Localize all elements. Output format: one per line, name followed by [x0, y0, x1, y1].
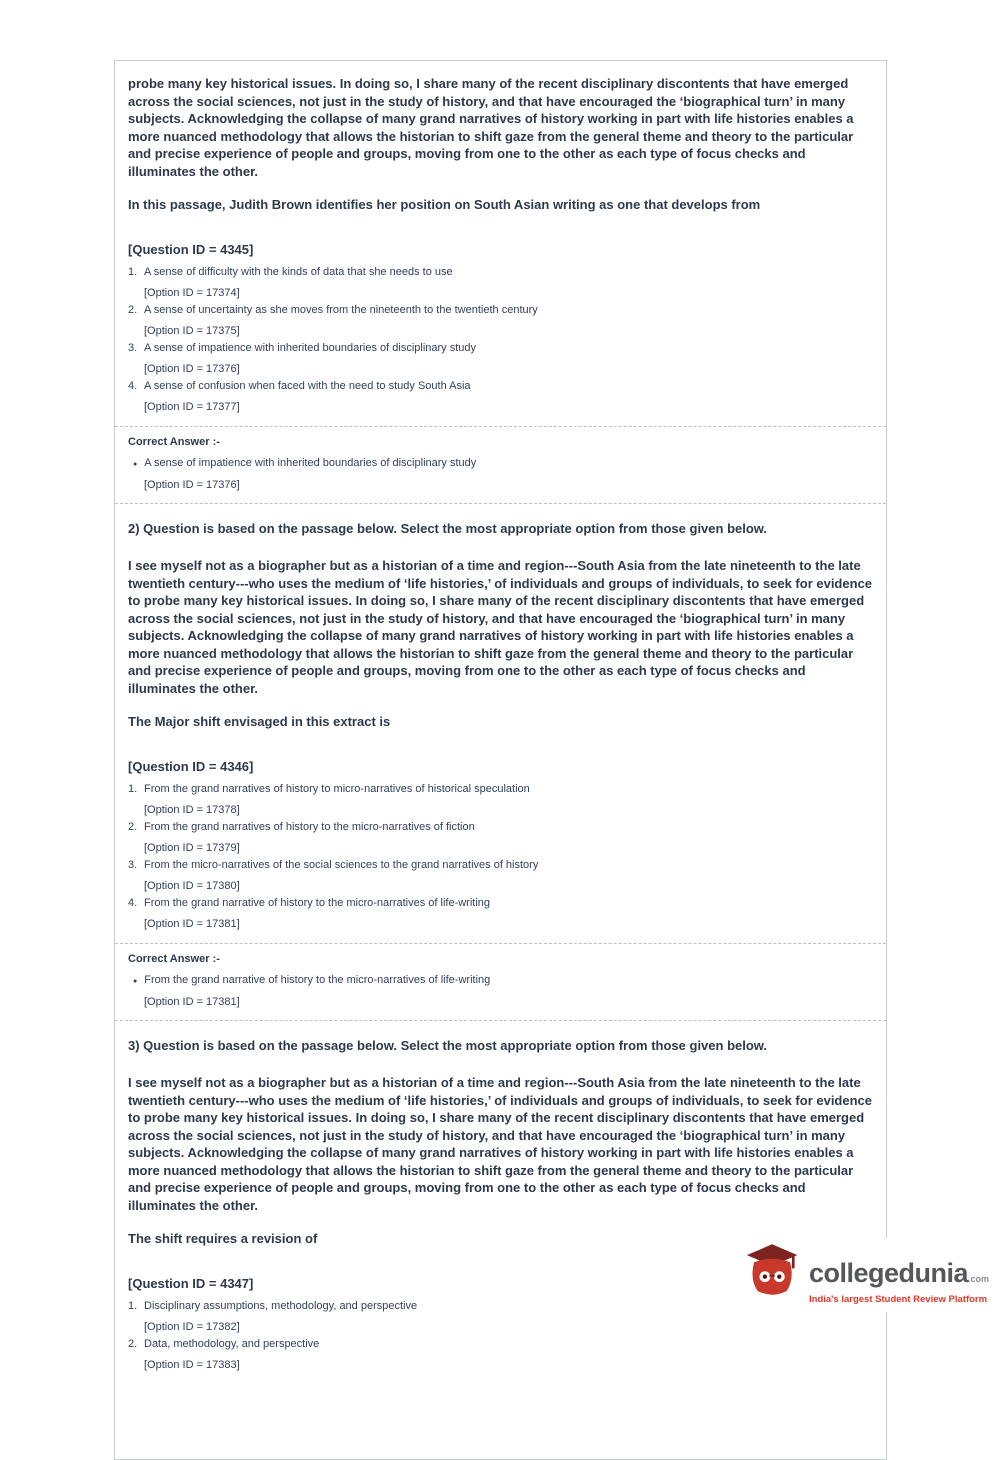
passage-text: I see myself not as a biographer but as a historian of a time and region---South Asia from the late nineteenth to the late twentieth century---who uses the medium of ‘life histories,’ of individuals and groups of individuals, to seek for evidence to probe many key historical issues. In doing so, I share many of the recent disciplinary discontents that have emerged across the social sciences, not just in the study of history, and that have encouraged the ‘biographical turn’ in many subjects. Acknowledging the collapse of many grand narratives of history working in part with life histories enables a more nuanced methodology that allows the historian to shift gaze from the general theme and theory to the particular and precise experience of people and groups, moving from one to the other as each type of focus checks and illuminates the other. — [128, 558, 873, 696]
option-number: 2. — [128, 1337, 138, 1350]
option-line — [128, 342, 872, 355]
correct-answer-row — [128, 457, 872, 471]
option-text: A sense of uncertainty as she moves from the nineteenth to the twentieth century — [144, 303, 538, 316]
option-text: A sense of impatience with inherited boundaries of disciplinary study — [144, 341, 477, 354]
option-item — [128, 821, 872, 855]
option-item — [128, 304, 872, 338]
option-number: 4. — [128, 379, 138, 392]
question-header: 3) Question is based on the passage below. Select the most appropriate option from those given below. — [128, 1037, 768, 1053]
option-number: 2. — [128, 820, 138, 833]
option-item — [128, 897, 872, 931]
option-text: From the micro-narratives of the social sciences to the grand narratives of history — [144, 858, 539, 871]
passage-text: I see myself not as a biographer but as a historian of a time and region---South Asia from the late nineteenth to the late twentieth century---who uses the medium of ‘life histories,’ of individuals and groups of individuals, to seek for evidence to probe many key historical issues. In doing so, I share many of the recent disciplinary discontents that have emerged across the social sciences, not just in the study of history, and that have encouraged the ‘biographical turn’ in many subjects. Acknowledging the collapse of many grand narratives of history working in part with life histories enables a more nuanced methodology that allows the historian to shift gaze from the general theme and theory to the particular and precise experience of people and groups, moving from one to the other as each type of focus checks and illuminates the other. — [128, 1075, 873, 1213]
question-id-label: [Question ID = 4347] — [128, 1275, 254, 1291]
option-text: A sense of confusion when faced with the need to study South Asia — [144, 379, 471, 392]
option-text: From the grand narratives of history to micro-narratives of historical speculation — [144, 782, 530, 795]
option-number: 1. — [128, 782, 138, 795]
correct-answer-section — [115, 426, 886, 504]
options-list — [128, 783, 872, 931]
question-prompt: The shift requires a revision of — [128, 1231, 318, 1246]
option-number: 1. — [128, 1299, 138, 1312]
option-text: From the grand narratives of history to the micro-narratives of fiction — [144, 820, 475, 833]
question-block — [128, 1037, 872, 1372]
option-item — [128, 266, 872, 300]
question-header: 2) Question is based on the passage below. Select the most appropriate option from those given below. — [128, 520, 768, 536]
option-id-label: [Option ID = 17378] — [144, 803, 240, 816]
correct-answer-label: Correct Answer :- — [128, 435, 220, 448]
bullet-icon — [133, 457, 137, 471]
option-item — [128, 859, 872, 893]
option-id-label: [Option ID = 17374] — [144, 286, 240, 299]
option-id-label: [Option ID = 17375] — [144, 324, 240, 337]
option-text: A sense of difficulty with the kinds of data that she needs to use — [144, 265, 453, 278]
correct-answer-text: From the grand narrative of history to the micro-narratives of life-writing — [144, 973, 491, 986]
option-line — [128, 783, 872, 796]
option-line — [128, 897, 872, 910]
correct-answer-row — [128, 974, 872, 988]
option-text: From the grand narrative of history to the micro-narratives of life-writing — [144, 896, 491, 909]
question-block — [128, 75, 872, 504]
passage-text: probe many key historical issues. In doing so, I share many of the recent disciplinary discontents that have emerged across the social sciences, not just in the study of history, and that have encouraged the ‘biographical turn’ in many subjects. Acknowledging the collapse of many grand narratives of history working in part with life histories enables a more nuanced methodology that allows the historian to shift gaze from the general theme and theory to the particular and precise experience of people and groups, moving from one to the other as each type of focus checks and illuminates the other. — [128, 76, 854, 179]
option-id-label: [Option ID = 17380] — [144, 879, 240, 892]
option-number: 3. — [128, 341, 138, 354]
graduation-cap-mascot-icon — [746, 1242, 800, 1306]
logo-text-column — [809, 1242, 989, 1305]
option-id-label: [Option ID = 17383] — [144, 1358, 240, 1371]
brand-tld: .com — [968, 1274, 990, 1284]
option-text: Data, methodology, and perspective — [144, 1337, 320, 1350]
question-prompt: The Major shift envisaged in this extract is — [128, 714, 391, 729]
option-id-label: [Option ID = 17381] — [144, 917, 240, 930]
option-number: 3. — [128, 858, 138, 871]
brand-wordmark: collegedunia — [809, 1258, 969, 1288]
option-id-label: [Option ID = 17379] — [144, 841, 240, 854]
option-line — [128, 380, 872, 393]
option-line — [128, 1338, 872, 1351]
option-text: Disciplinary assumptions, methodology, and perspective — [144, 1299, 418, 1312]
option-line — [128, 821, 872, 834]
bullet-icon — [133, 974, 137, 988]
correct-answer-label: Correct Answer :- — [128, 952, 220, 965]
question-prompt: In this passage, Judith Brown identifies her position on South Asian writing as one that develops from — [128, 197, 761, 212]
option-item — [128, 342, 872, 376]
option-line — [128, 859, 872, 872]
option-line — [128, 266, 872, 279]
option-item — [128, 1338, 872, 1372]
question-id-label: [Question ID = 4345] — [128, 241, 254, 257]
correct-answer-section — [115, 943, 886, 1021]
option-number: 4. — [128, 896, 138, 909]
correct-answer-option-id: [Option ID = 17376] — [144, 478, 240, 491]
option-id-label: [Option ID = 17382] — [144, 1320, 240, 1333]
question-block — [128, 520, 872, 1021]
options-list — [128, 266, 872, 414]
correct-answer-option-id: [Option ID = 17381] — [144, 995, 240, 1008]
option-item — [128, 380, 872, 414]
option-number: 2. — [128, 303, 138, 316]
questions-root — [128, 75, 872, 1372]
option-id-label: [Option ID = 17376] — [144, 362, 240, 375]
option-item — [128, 783, 872, 817]
question-id-label: [Question ID = 4346] — [128, 758, 254, 774]
collegedunia-logo — [740, 1238, 995, 1312]
option-line — [128, 304, 872, 317]
option-id-label: [Option ID = 17377] — [144, 400, 240, 413]
option-number: 1. — [128, 265, 138, 278]
brand-tagline: India's largest Student Review Platform — [809, 1294, 988, 1305]
correct-answer-text: A sense of impatience with inherited boundaries of disciplinary study — [144, 456, 477, 469]
